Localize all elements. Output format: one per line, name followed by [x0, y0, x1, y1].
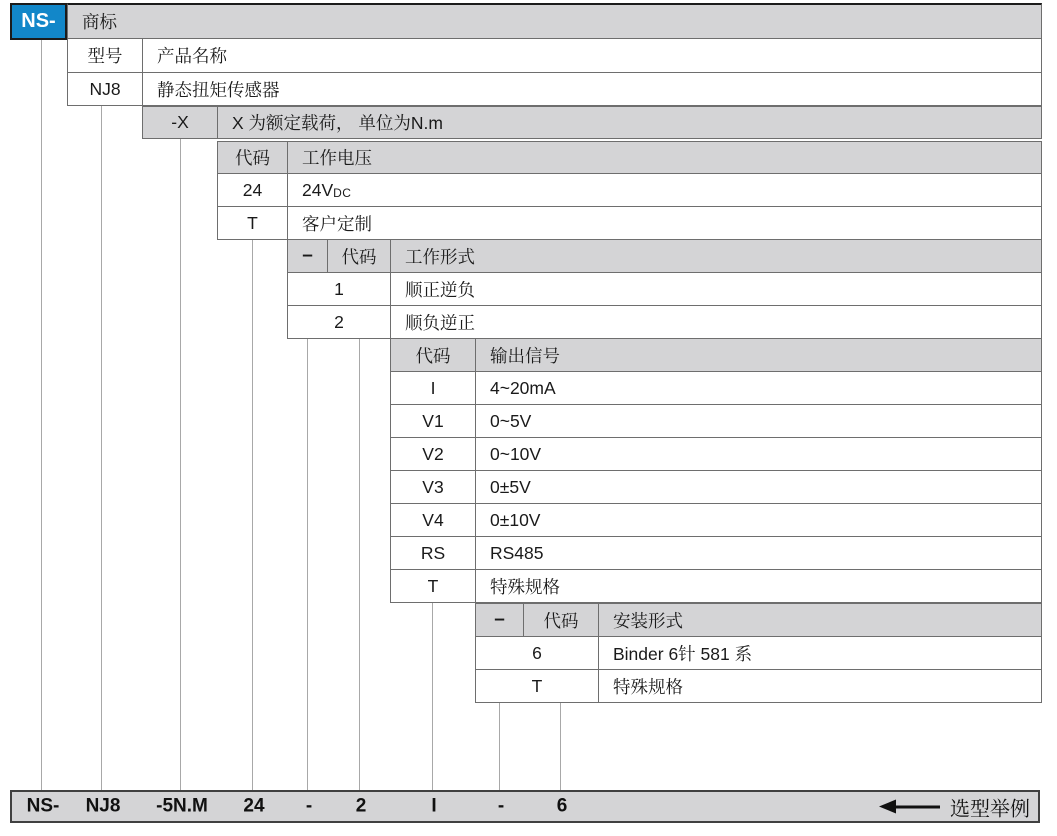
voltage-code-cell: T — [218, 207, 288, 239]
work-mode-code-cell: 2 — [288, 306, 391, 338]
voltage-col-header: 代码 — [218, 142, 288, 173]
work-mode-col-title: 工作形式 — [405, 246, 475, 267]
mounting-desc-cell: Binder 6针 581 系 — [613, 643, 753, 664]
voltage-col-title: 工作电压 — [302, 148, 372, 168]
example-part: - — [305, 795, 313, 817]
voltage-code-cell: 24 — [218, 174, 288, 206]
table-row — [67, 72, 1042, 106]
selection-example-label: 选型举例 — [950, 798, 1030, 820]
table-row — [287, 272, 1042, 306]
voltage-value: 24V — [302, 179, 334, 200]
table-row — [390, 371, 1042, 405]
selection-example-pointer — [879, 792, 1030, 821]
signal-code-cell: V1 — [391, 405, 476, 437]
table-row — [390, 503, 1042, 537]
table-row — [217, 206, 1042, 240]
signal-col-title: 输出信号 — [490, 345, 560, 366]
work-mode-dash-cell: – — [288, 240, 328, 272]
signal-desc-cell: 特殊规格 — [490, 576, 560, 597]
connector-line — [560, 702, 561, 790]
connector-line — [359, 339, 360, 790]
signal-col-header: 代码 — [391, 339, 476, 371]
mounting-col-header: 代码 — [524, 604, 599, 636]
table-row — [390, 536, 1042, 570]
signal-code-cell: V3 — [391, 471, 476, 503]
signal-desc-cell: 4~20mA — [490, 377, 556, 398]
rated-load-desc-cell: X 为额定载荷， 单位为N.m — [232, 113, 443, 133]
work-mode-col-header: 代码 — [328, 240, 391, 272]
table-row — [390, 338, 1042, 372]
signal-code-cell: V4 — [391, 504, 476, 536]
signal-code-cell: T — [391, 570, 476, 602]
connector-line — [101, 104, 102, 790]
voltage-value-subscript: DC — [333, 185, 352, 200]
example-bar — [10, 790, 1040, 823]
work-mode-code-cell: 1 — [288, 273, 391, 305]
work-mode-desc-cell: 顺正逆负 — [405, 279, 475, 300]
mounting-dash-cell: – — [476, 604, 524, 636]
table-row — [390, 437, 1042, 471]
table-row — [142, 106, 1042, 139]
mounting-desc-cell: 特殊规格 — [613, 676, 683, 697]
product-name-col-header: 产品名称 — [157, 46, 227, 66]
voltage-desc-cell — [288, 174, 1041, 206]
example-part: 2 — [355, 795, 367, 817]
table-row — [67, 3, 1042, 39]
ns-prefix-label: NS- — [21, 10, 56, 32]
table-row — [475, 669, 1042, 703]
table-row — [390, 404, 1042, 438]
mounting-code-cell: 6 — [476, 637, 599, 669]
example-part: NJ8 — [85, 795, 121, 817]
table-row — [390, 470, 1042, 504]
table-row — [475, 603, 1042, 637]
example-part: -5N.M — [156, 795, 208, 817]
example-part: 6 — [556, 795, 568, 817]
example-part: 24 — [243, 795, 265, 817]
connector-line — [307, 272, 308, 790]
signal-code-cell: V2 — [391, 438, 476, 470]
signal-desc-cell: 0±10V — [490, 509, 541, 530]
mounting-col-title: 安装形式 — [613, 610, 683, 631]
table-rated-load — [142, 106, 1042, 139]
table-mounting — [475, 603, 1042, 703]
example-part: - — [497, 795, 505, 817]
table-row — [390, 569, 1042, 603]
example-part: I — [431, 795, 437, 817]
table-row — [217, 141, 1042, 174]
rated-load-code-cell: -X — [143, 107, 218, 138]
connector-line — [41, 39, 42, 790]
signal-desc-cell: 0~10V — [490, 443, 542, 464]
connector-line — [180, 138, 181, 790]
example-part: NS- — [26, 795, 60, 817]
voltage-desc-cell: 客户定制 — [302, 213, 372, 234]
connector-line — [432, 603, 433, 790]
mounting-code-cell: T — [476, 670, 599, 702]
table-supply-voltage — [217, 141, 1042, 240]
table-row — [287, 239, 1042, 273]
table-row — [217, 173, 1042, 207]
signal-desc-cell: 0~5V — [490, 410, 532, 431]
model-desc-cell: 静态扭矩传感器 — [157, 79, 280, 100]
connector-line — [252, 239, 253, 790]
left-arrow-icon — [879, 800, 896, 814]
model-code-cell: NJ8 — [68, 73, 143, 105]
model-col-header: 型号 — [68, 39, 143, 72]
table-output-signal — [390, 338, 1042, 603]
table-model — [67, 3, 1042, 106]
signal-code-cell: I — [391, 372, 476, 404]
signal-code-cell: RS — [391, 537, 476, 569]
table-row — [475, 636, 1042, 670]
work-mode-desc-cell: 顺负逆正 — [405, 312, 475, 333]
table-row — [287, 305, 1042, 339]
table-row — [67, 38, 1042, 73]
trademark-header-cell: 商标 — [82, 12, 117, 32]
arrow-tail-line — [896, 805, 940, 808]
signal-desc-cell: 0±5V — [490, 476, 531, 497]
signal-desc-cell: RS485 — [490, 542, 544, 563]
table-work-mode — [287, 239, 1042, 339]
ns-prefix-box — [10, 3, 67, 40]
